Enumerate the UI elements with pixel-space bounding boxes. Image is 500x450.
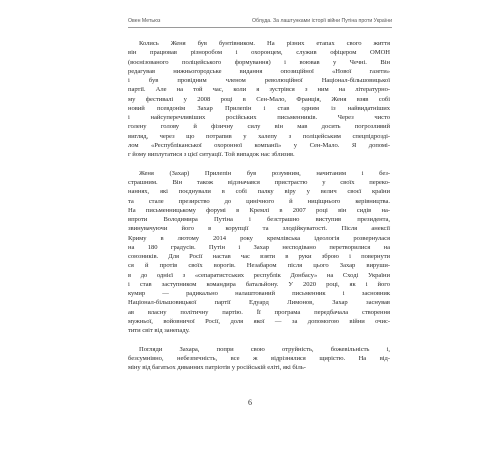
text-line: На письменницькому форумі в Кремлі в 2007 році він сидів на-	[128, 206, 390, 214]
text-line: безсумнівно, небезпечність, все ж відрізнялися щирістю. На від-	[128, 355, 390, 362]
text-line: кумир — радикально налаштований письменник і засновник	[128, 290, 390, 297]
text-line: Колись Женя був бунтівником. На різних етапах свого життя	[139, 40, 390, 47]
text-line: і був провідним членом революційної Націонал-більшовицької	[128, 77, 390, 84]
text-line: наннях, які поєднували в собі палку віру у велич своєї країни	[128, 188, 390, 196]
text-line: союзників. Для Росії настав час взяти в руки зброю і повернути	[128, 253, 390, 260]
text-line: редагував нижньогородське видання опозиційної «Нової газети»	[128, 67, 390, 75]
paragraph	[128, 39, 390, 159]
text-line: (воєнізованого поліцейського формування) і воював у Чечні. Він	[128, 58, 390, 66]
text-line: в до однієї з «сепаратистських республік Донбасу» на Сході України	[128, 271, 390, 279]
text-line: мужньої, войовничої Росії, доля якої — за допомогою війни очис-	[128, 317, 390, 325]
text-line: страшним. Він також відзначався пристрастю у своїх переко-	[128, 179, 390, 186]
paragraph	[128, 169, 390, 336]
running-header	[128, 18, 392, 28]
text-line: партії. Але на той час, коли я зустрівся з ним на літературно-	[128, 86, 390, 94]
text-line: му фестивалі у 2008 році в Сен-Мало, Франція, Женя взяв собі	[128, 95, 390, 103]
body-text	[128, 39, 390, 373]
text-line: міну від багатьох диванних патріотів у російській еліті, які біль-	[128, 364, 306, 372]
text-line: г йому виплутатися з цієї ситуації. Той випадок нас зблизив.	[128, 151, 295, 158]
page-number: 6	[248, 398, 252, 407]
text-line: ся й протів своїх ворогів. Незабаром після цього Захар вируши-	[128, 262, 390, 270]
text-line: тити світ від занепаду.	[128, 327, 190, 334]
text-line: Націонал-більшовицької партії Едуард Лимонов, Захар заснував	[128, 299, 390, 307]
text-line: новий псевдонім Захар Прилепін і став одним із найвидатніших	[128, 104, 390, 112]
text-line: Погляди Захара, попри свою отруйність, божевільність і,	[139, 345, 390, 353]
text-line: та стале презирство до цинічного й ниціщнього керівництва.	[128, 197, 390, 205]
text-line: і найсуперечливіших російських письменників. Через чисто	[128, 114, 390, 121]
text-line: на 180 градусів. Путін і Захар несподівано перетворилися на	[128, 243, 390, 251]
text-line: лом «Республіканської охоронної компанії» у Сен-Мало. Я допомі-	[128, 141, 390, 149]
text-line: Криму в лютому 2014 року кремлівська ідеологія розвернулася	[128, 234, 390, 242]
text-line: звинувачуючи його в корупції та злодійкуватості. Після анексії	[128, 225, 390, 233]
text-line: вигляд, через що потрапив у халепу з поліцейським спецпідрозді-	[128, 132, 390, 140]
paragraph	[128, 345, 390, 373]
text-line: впроти Володимира Путіна і безстрашно виступив президента,	[128, 216, 390, 223]
header-author: Овен Метьюз	[128, 18, 161, 24]
text-line: Женя (Захар) Прилепін був розумним, начитаним і без-	[139, 169, 390, 177]
text-line: ав власну політичну партію. Її програма передбачала створення	[128, 308, 390, 316]
text-line: і став заступником командира батальйону. У 2020 році, як і його	[128, 280, 390, 288]
text-line: голену голову й фізичну силу він мав досить погрозливий	[128, 123, 390, 131]
text-line: він працював різноробом і охоронцем, служив офіцером ОМОН	[128, 49, 390, 57]
header-book-title: Облуда. За лаштунками історії війни Путіна проти України	[251, 18, 392, 24]
